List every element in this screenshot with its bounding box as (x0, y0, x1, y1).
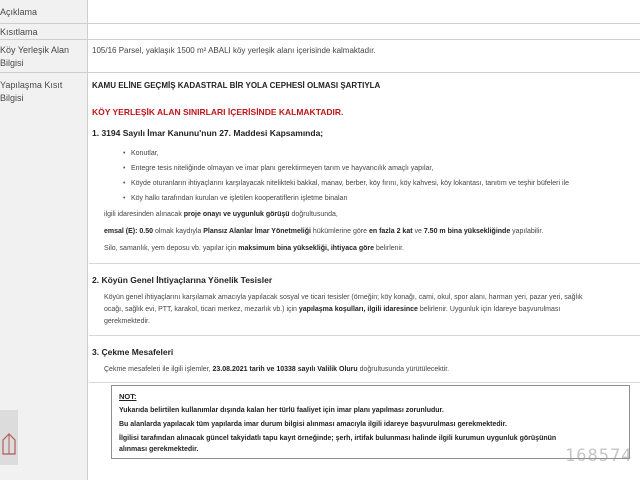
text-run: ilgili idaresinden alınacak (104, 211, 184, 218)
note-line: Bu alanlarda yapılacak tüm yapılarda imar durum bilgisi alınması amacıyla ilgili idareye başvurulması gerekmektedir. (119, 421, 507, 428)
label-line: Yapılaşma Kısıt (0, 80, 63, 90)
section-2-heading: 2. Köyün Genel İhtiyaçlarına Yönelik Tesisler (92, 275, 273, 285)
text-run: en fazla 2 kat (368, 228, 413, 235)
section-divider (89, 263, 640, 264)
label-line: Bilgisi (0, 58, 24, 68)
bullet-item: • Köyde oturanların ihtiyaçlarını karşılayacak nitelikteki bakkal, manav, berber, köy fırını, köy kahvesi, köy lokantası, tanıtım ve teşhir büfeleri ile (131, 180, 569, 187)
label-line: Bilgisi (0, 93, 24, 103)
text-run: yapılaşma koşulları, ilgili idaresince (298, 306, 418, 313)
text-run: Çekme mesafeleri ile ilgili işlemler, (104, 366, 213, 373)
section-divider (89, 382, 640, 383)
label-aciklama: Açıklama (0, 0, 88, 23)
section-2-line: gerekmektedir. (104, 318, 150, 325)
section-2-line: Köyün genel ihtiyaçlarını karşılamak amacıyla yapılacak sosyal ve ticari tesisler (örneğin; köy konağı, cami, okul, spor alanı, harman yeri, pazar yeri, sağlık (104, 294, 583, 301)
text-run: olmak kaydıyla (153, 228, 204, 235)
value-aciklama (89, 0, 640, 23)
section-1-heading: 1. 3194 Sayılı İmar Kanunu'nun 27. Maddesi Kapsamında; (92, 128, 324, 138)
text-run: Plansız Alanlar İmar Yönetmeliği (203, 228, 311, 235)
text-run: ocağı, sağlık evi, PTT, karakol, ticari merkez, mezarlık vb.) için (104, 306, 299, 313)
content-title: KAMU ELİNE GEÇMİŞ KADASTRAL BİR YOLA CEPHESİ OLMASI ŞARTIYLA (92, 81, 381, 90)
text-run: belirlenir. (374, 245, 404, 252)
section-divider (89, 335, 640, 336)
text-run: Silo, samanlık, yem deposu vb. yapılar için (104, 245, 239, 252)
text-run: ve (412, 228, 424, 235)
text-run: proje onayı ve uygunluk görüşü (183, 211, 290, 218)
text-run: hükümlerine göre (310, 228, 369, 235)
bullet-item: • Entegre tesis niteliğinde olmayan ve imar planı gerektirmeyen tarım ve hayvancılık amaçlı yapılar, (131, 165, 433, 172)
text-run: doğrultusunda, (289, 211, 338, 218)
label-line: Köy Yerleşik Alan (0, 45, 70, 55)
row-koy-yerlesik (0, 40, 640, 73)
row-aciklama (0, 0, 640, 24)
row-kisitlama (0, 24, 640, 40)
logo-image (0, 410, 18, 465)
note-line: alınması gerekmektedir. (119, 446, 199, 453)
label-koy-yerlesik (0, 40, 88, 72)
note-box (111, 385, 630, 459)
watermark: 168574 (565, 446, 633, 466)
zoning-restrictions-content (89, 73, 640, 480)
village-area-warning: KÖY YERLEŞİK ALAN SINIRLARI İÇERİSİNDE KALMAKTADIR. (92, 107, 344, 117)
value-kisitlama (89, 24, 640, 39)
section-2-line (104, 306, 560, 313)
bullet-item: • Köy halkı tarafından kurulan ve işletilen kooperatiflerin işletme binaları (131, 195, 348, 202)
note-line: İlgilisi tarafından alınacak güncel takyidatlı tapu kayıt örneğinde; şerh, irtifak bulunması halinde ilgili kurumun uygunluk görüşünün (119, 435, 557, 442)
section-3-text (104, 366, 449, 373)
bullet-item: • Konutlar, (131, 150, 159, 157)
section-3-heading: 3. Çekme Mesafeleri (92, 347, 174, 357)
text-run: emsal (E): 0.50 (104, 228, 154, 235)
text-run: maksimum bina yüksekliği, ihtiyaca göre (238, 245, 375, 252)
note-title: NOT: (119, 392, 137, 401)
text-run: doğrultusunda yürütülecektir. (357, 366, 450, 373)
value-koy-yerlesik (89, 40, 640, 72)
text-run: belirlenir. Uygunluk için İdareye başvurulması (417, 306, 561, 313)
label-kisitlama: Kısıtlama (0, 24, 88, 39)
text-run: 7.50 m bina yüksekliğinde (423, 228, 511, 235)
emsal-paragraph (104, 228, 543, 235)
text-run: 23.08.2021 tarih ve 10338 sayılı Valilik Oluru (212, 366, 358, 373)
silo-paragraph (104, 245, 404, 252)
note-line: Yukarıda belirtilen kullanımlar dışında kalan her türlü faaliyet için imar planı yapılması zorunludur. (119, 407, 444, 414)
koy-yerlesik-text: 105/16 Parsel, yaklaşık 1500 m² ABALI köy yerleşik alanı içerisinde kalmaktadır. (92, 46, 376, 55)
approval-paragraph (104, 211, 338, 218)
text-run: yapılabilir. (510, 228, 544, 235)
